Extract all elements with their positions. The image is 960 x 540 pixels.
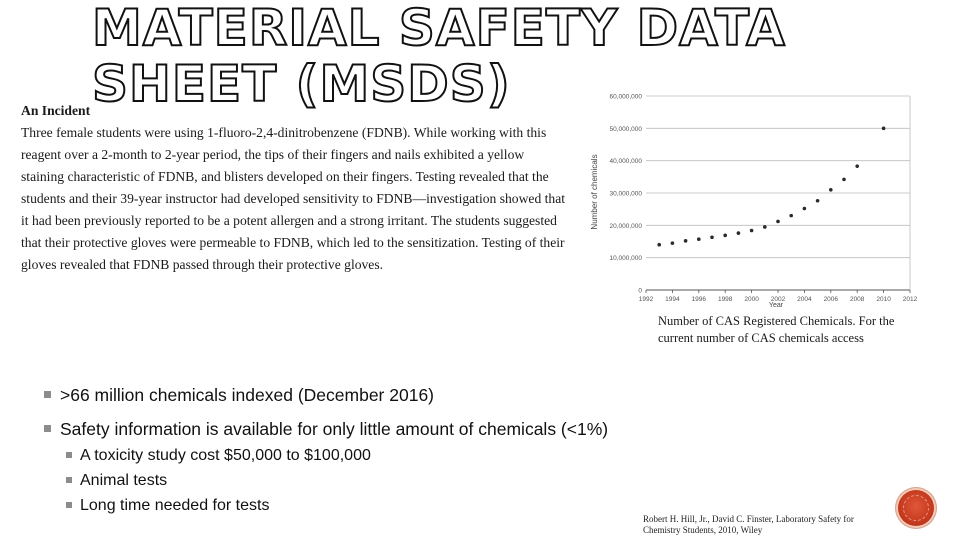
chart-point bbox=[671, 241, 675, 245]
chart-gridlines bbox=[646, 96, 910, 290]
chart-point bbox=[750, 229, 754, 233]
chart-point bbox=[816, 199, 820, 203]
chart-y-tick-label: 20,000,000 bbox=[609, 222, 642, 230]
chart-points bbox=[657, 127, 885, 247]
chart-point bbox=[789, 214, 793, 218]
chart-point bbox=[657, 243, 661, 247]
chart-x-tick-label: 2010 bbox=[876, 296, 891, 303]
sub-bullet-long-time: Long time needed for tests bbox=[66, 493, 371, 518]
chart-x-tick-label: 2002 bbox=[770, 296, 786, 303]
chart-x-tick-label: 1996 bbox=[691, 296, 707, 303]
cas-chemicals-chart bbox=[590, 84, 930, 317]
chart-x-tick-label: 2006 bbox=[823, 296, 839, 303]
incident-text-block bbox=[21, 100, 566, 276]
chart-caption: Number of CAS Registered Chemicals. For the current number of CAS chemicals access bbox=[658, 314, 895, 345]
chart-x-tick-label: 1998 bbox=[717, 296, 733, 303]
chart-point bbox=[737, 231, 741, 235]
chart-point bbox=[710, 235, 714, 239]
chart-x-tick-label: 1994 bbox=[665, 296, 680, 303]
chart-x-tick-label: 2008 bbox=[849, 296, 865, 303]
chart-y-axis-label: Number of chemicals bbox=[590, 154, 599, 230]
chart-y-tick-label: 30,000,000 bbox=[609, 190, 642, 198]
chart-y-tick-label: 50,000,000 bbox=[609, 125, 642, 133]
chart-x-tick-label: 2000 bbox=[744, 296, 759, 303]
chart-point bbox=[776, 220, 780, 224]
citation-text: Robert H. Hill, Jr., David C. Finster, Laboratory Safety for Chemistry Students, 2010, Wiley bbox=[643, 514, 854, 535]
title-line-1: MATERIAL SAFETY DATA bbox=[92, 0, 786, 57]
chart-svg bbox=[590, 84, 930, 312]
chart-y-tick-labels bbox=[609, 94, 642, 295]
chart-point bbox=[697, 237, 701, 241]
seal-logo-icon bbox=[898, 490, 934, 526]
chart-y-tick-label: 10,000,000 bbox=[609, 255, 642, 263]
chart-y-tick-label: 60,000,000 bbox=[609, 93, 642, 101]
bullet-safety-info: Safety information is available for only little amount of chemicals (<1%) bbox=[44, 417, 608, 441]
chart-point bbox=[829, 188, 833, 192]
chart-x-tick-label: 2004 bbox=[797, 296, 812, 303]
chart-x-tick-label: 2012 bbox=[902, 296, 918, 303]
chart-point bbox=[882, 127, 886, 131]
bullet-chemicals-indexed: >66 million chemicals indexed (December 2016) bbox=[44, 383, 608, 407]
incident-body: Three female students were using 1-fluoro-2,4-dinitrobenzene (FDNB). While working with this reagent over a 2-month to 2-year period, the tips of their fingers and nails exhibited a yellow staining characteristic of FDNB, and blisters developed on their fingers. Testing revealed that the students and their 39-year instructor had developed sensitivity to FDNB—investigation showed that it had been previously reported to be a potent allergen and a strong irritant. The students suggested that their protective gloves were permeable to FDNB, which led to the sensitization. Testing of their gloves revealed that FDNB passed through their protective gloves. bbox=[21, 125, 566, 272]
chart-y-tick-label: 40,000,000 bbox=[609, 158, 642, 166]
chart-y-tick-label: 0 bbox=[638, 287, 642, 295]
chart-point bbox=[855, 164, 859, 168]
chart-x-tick-label: 1992 bbox=[638, 296, 654, 303]
incident-heading: An Incident bbox=[21, 103, 91, 118]
chart-point bbox=[684, 239, 688, 243]
sub-bullet-list bbox=[66, 443, 371, 518]
chart-x-axis-label: Year bbox=[768, 302, 784, 309]
title-line-2: SHEET (MSDS) bbox=[92, 55, 511, 113]
chart-point bbox=[803, 207, 807, 211]
sub-bullet-animal-tests: Animal tests bbox=[66, 468, 371, 493]
chart-point bbox=[763, 225, 767, 229]
chart-point bbox=[723, 234, 727, 238]
chart-point bbox=[842, 178, 846, 182]
sub-bullet-toxicity-cost: A toxicity study cost $50,000 to $100,000 bbox=[66, 443, 371, 468]
main-bullet-list bbox=[44, 383, 608, 451]
